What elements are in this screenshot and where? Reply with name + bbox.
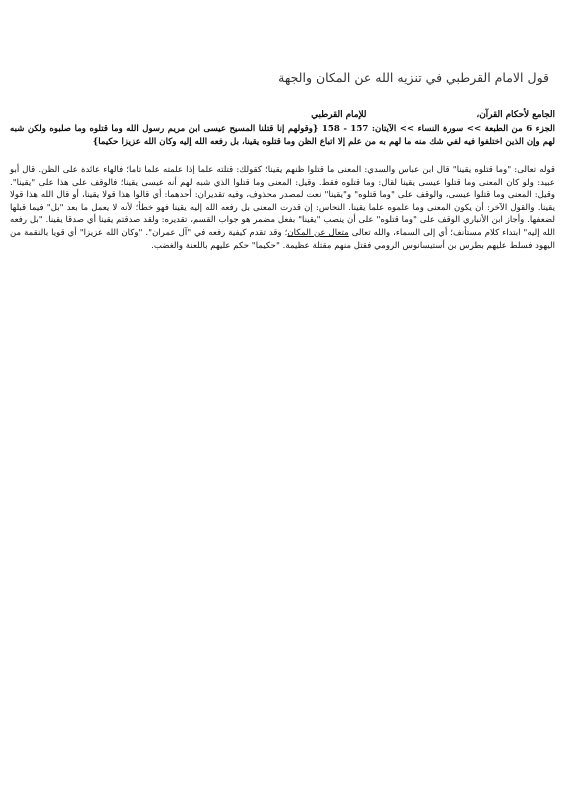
- commentary-paragraph: [10, 164, 555, 252]
- verse-block: الجزء 6 من الطبعة >> سورة النساء >> الآيتان: 157 - 158 {وقولهم إنا قتلنا المسيح عيسى ابن مريم رسول الله وما قتلوه وما صلبوه ولكن شبه لهم وإن الذين اختلفوا فيه لفي شك منه ما لهم به من علم إلا اتباع الظن وما قتلوه يقينا، بل رفعه الله إليه وكان الله عزيزا حكيما}: [10, 124, 556, 147]
- commentary-continuation: ؛ وقد تقدم كيفية رفعه في "آل عمران". "وكان الله عزيزا" أي قويا بالنقمة من اليهود فسلط عليهم بطرس بن أستيسانوس الرومي فقتل منهم مقتلة عظيمة. "حكيما" حكم عليهم باللعنة والغضب.: [10, 227, 555, 251]
- book-name: الجامع لأحكام القرآن،: [476, 110, 555, 120]
- commentary-main: قوله تعالى: "وما قتلوه يقينا" قال ابن عباس والسدي: المعنى ما قتلوا ظنهم يقينا؛ كقولك: قتلته علما إذا علمته علما تاما؛ فالهاء عائدة على الظن. قال أبو عبيد: ولو كان المعنى وما قتلوا عيسى يقينا لقال: وما قتلوه فقط. وقيل: المعنى وما قتلوا الذي شبه لهم أنه عيسى يقينا؛ فالوقف على هذا على "يقينا". وقيل: المعنى وما قتلوا عيسى، والوقف على "وما قتلوه" و"يقينا" نعت لمصدر محذوف، وفيه تقديران: أحدهما: أي قالوا هذا قولا يقينا، أو قال الله هذا قولا يقينا. والقول الآخر: أن يكون المعنى وما علموه علما يقينا. النحاس: إن قدرت المعنى بل رفعه الله إليه يقينا فهو خطأ؛ لأنه لا يعمل ما بعد "بل" فيما قبلها لضعفها. وأجاز ابن الأنباري الوقف على "وما قتلوه" على أن ينصب "يقينا" بفعل مضمر هو جواب القسم، تقديره: ولقد صدقتم يقينا أي صدقا يقينا. "بل رفعه الله إليه" ابتداء كلام مستأنف؛ أي إلى السماء، والله تعالى: [10, 165, 555, 238]
- author-name: للإمام القرطبي: [311, 110, 367, 120]
- underlined-phrase: متعال عن المكان: [287, 227, 349, 238]
- document-title: قول الامام القرطبي في تنزيه الله عن المكان والجهة: [278, 70, 549, 85]
- source-header: [10, 110, 555, 120]
